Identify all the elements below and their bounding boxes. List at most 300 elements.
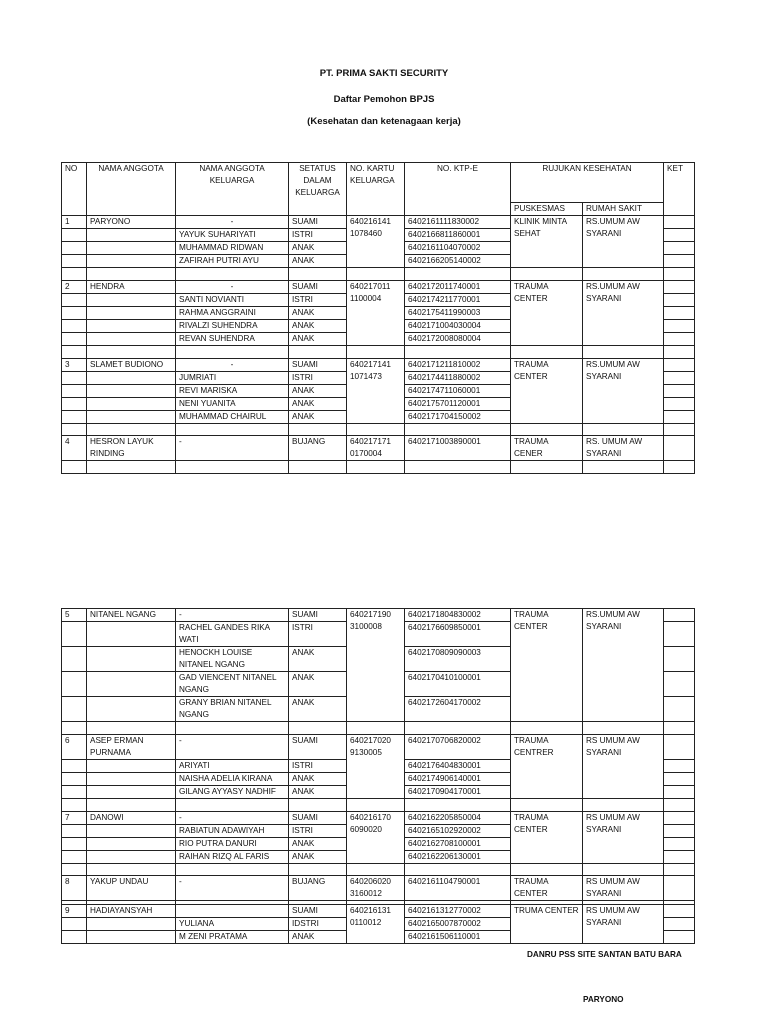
- empty-cell: [62, 863, 87, 876]
- applicant-table-page-1: [61, 162, 695, 474]
- empty-cell: [405, 722, 511, 735]
- header-nama-anggota: NAMA ANGGOTA: [87, 163, 176, 216]
- header-rumah-sakit: RUMAH SAKIT: [583, 203, 664, 216]
- family-status: ANAK: [289, 332, 347, 345]
- ktp-number: 6402176404830001: [405, 759, 511, 772]
- note-cell: [664, 358, 695, 371]
- note-cell: [664, 772, 695, 785]
- ktp-number: 6402161111830002: [405, 216, 511, 229]
- ktp-number: 6402165007870002: [405, 918, 511, 931]
- empty-cell: [62, 697, 87, 722]
- document-subtitle: (Kesehatan dan ketenagaan kerja): [307, 116, 461, 127]
- referral-puskesmas: TRAUMA CENTER: [511, 358, 583, 423]
- header-ktp: NO. KTP-E: [405, 163, 511, 216]
- empty-cell: [62, 423, 87, 436]
- applicant-table-page-2: [61, 608, 695, 944]
- note-cell: [664, 785, 695, 798]
- empty-cell: [583, 798, 664, 811]
- empty-cell: [664, 461, 695, 474]
- family-member-name: RAHMA ANGGRAINI: [176, 306, 289, 319]
- family-member-name: JUMRIATI: [176, 371, 289, 384]
- family-status: SUAMI: [289, 216, 347, 229]
- family-card-number: 640216141 1078460: [347, 216, 405, 268]
- family-status: ANAK: [289, 410, 347, 423]
- empty-cell: [664, 268, 695, 281]
- empty-cell: [87, 345, 176, 358]
- family-status: ANAK: [289, 384, 347, 397]
- ktp-number: 6402170809090003: [405, 647, 511, 672]
- note-cell: [664, 734, 695, 759]
- empty-cell: [87, 697, 176, 722]
- referral-puskesmas: KLINIK MINTA SEHAT: [511, 216, 583, 268]
- empty-cell: [87, 759, 176, 772]
- header-rujukan: RUJUKAN KESEHATAN: [511, 163, 664, 203]
- ktp-number: 6402174906140001: [405, 772, 511, 785]
- note-cell: [664, 332, 695, 345]
- family-member-name: -: [176, 734, 289, 759]
- empty-cell: [583, 345, 664, 358]
- family-card-number: 640217011 1100004: [347, 280, 405, 345]
- family-member-name: RABIATUN ADAWIYAH: [176, 824, 289, 837]
- empty-cell: [62, 397, 87, 410]
- family-status: SUAMI: [289, 609, 347, 622]
- member-number: 3: [62, 358, 87, 371]
- note-cell: [664, 371, 695, 384]
- family-member-name: GRANY BRIAN NITANEL NGANG: [176, 697, 289, 722]
- empty-cell: [87, 850, 176, 863]
- empty-cell: [62, 931, 87, 944]
- company-name: PT. PRIMA SAKTI SECURITY: [319, 68, 449, 79]
- member-number: 7: [62, 811, 87, 824]
- empty-cell: [176, 423, 289, 436]
- family-status: ISTRI: [289, 622, 347, 647]
- member-name: ASEP ERMAN PURNAMA: [87, 734, 176, 759]
- family-status: ISTRI: [289, 371, 347, 384]
- empty-cell: [62, 850, 87, 863]
- referral-puskesmas: TRAUMA CENTRER: [511, 734, 583, 798]
- empty-cell: [176, 863, 289, 876]
- family-status: SUAMI: [289, 358, 347, 371]
- empty-cell: [176, 268, 289, 281]
- empty-cell: [87, 371, 176, 384]
- empty-cell: [87, 824, 176, 837]
- note-cell: [664, 811, 695, 824]
- ktp-number: 6402175411990003: [405, 306, 511, 319]
- note-cell: [664, 306, 695, 319]
- family-member-name: NAISHA ADELIA KIRANA: [176, 772, 289, 785]
- family-member-name: GAD VIENCENT NITANEL NGANG: [176, 672, 289, 697]
- family-status: ANAK: [289, 255, 347, 268]
- member-number: 6: [62, 734, 87, 759]
- empty-cell: [62, 242, 87, 255]
- member-name: PARYONO: [87, 216, 176, 229]
- table-row: [62, 905, 695, 918]
- note-cell: [664, 216, 695, 229]
- member-name: HENDRA: [87, 280, 176, 293]
- member-name: DANOWI: [87, 811, 176, 824]
- ktp-number: 6402171804830002: [405, 609, 511, 622]
- empty-cell: [87, 772, 176, 785]
- family-status: ANAK: [289, 850, 347, 863]
- family-member-name: YULIANA: [176, 918, 289, 931]
- family-status: SUAMI: [289, 905, 347, 918]
- referral-hospital: RS.UMUM AW SYARANI: [583, 609, 664, 722]
- header-status: SETATUS DALAM KELUARGA: [289, 163, 347, 216]
- empty-cell: [87, 647, 176, 672]
- signature-name: PARYONO: [583, 995, 624, 1004]
- family-member-name: MUHAMMAD CHAIRUL: [176, 410, 289, 423]
- referral-hospital: RS UMUM AW SYARANI: [583, 876, 664, 901]
- empty-cell: [511, 423, 583, 436]
- ktp-number: 6402165102920002: [405, 824, 511, 837]
- referral-puskesmas: TRAUMA CENTER: [511, 280, 583, 345]
- empty-cell: [511, 798, 583, 811]
- note-cell: [664, 436, 695, 461]
- empty-cell: [583, 423, 664, 436]
- empty-cell: [583, 863, 664, 876]
- table-header-row: [62, 163, 695, 203]
- note-cell: [664, 824, 695, 837]
- family-member-name: -: [176, 216, 289, 229]
- family-member-name: HENOCKH LOUISE NITANEL NGANG: [176, 647, 289, 672]
- family-member-name: RIO PUTRA DANURI: [176, 837, 289, 850]
- empty-cell: [583, 268, 664, 281]
- empty-cell: [87, 622, 176, 647]
- family-member-name: M ZENI PRATAMA: [176, 931, 289, 944]
- member-name: YAKUP UNDAU: [87, 876, 176, 901]
- family-card-number: 640217141 1071473: [347, 358, 405, 423]
- spacer-row: [62, 423, 695, 436]
- empty-cell: [511, 268, 583, 281]
- note-cell: [664, 609, 695, 622]
- referral-hospital: RS.UMUM AW SYARANI: [583, 358, 664, 423]
- header-kartu-keluarga: NO. KARTU KELUARGA: [347, 163, 405, 216]
- empty-cell: [87, 672, 176, 697]
- member-name: NITANEL NGANG: [87, 609, 176, 622]
- empty-cell: [347, 798, 405, 811]
- ktp-number: 6402161312770002: [405, 905, 511, 918]
- empty-cell: [87, 461, 176, 474]
- empty-cell: [62, 268, 87, 281]
- note-cell: [664, 672, 695, 697]
- table-row: [62, 609, 695, 622]
- empty-cell: [347, 345, 405, 358]
- family-status: SUAMI: [289, 280, 347, 293]
- empty-cell: [664, 863, 695, 876]
- signature-role: DANRU PSS SITE SANTAN BATU BARA: [527, 950, 682, 959]
- note-cell: [664, 255, 695, 268]
- family-card-number: 640216131 0110012: [347, 905, 405, 944]
- document-title: Daftar Pemohon BPJS: [333, 94, 435, 105]
- family-status: ANAK: [289, 397, 347, 410]
- ktp-number: 6402171004030004: [405, 319, 511, 332]
- empty-cell: [289, 423, 347, 436]
- empty-cell: [87, 319, 176, 332]
- empty-cell: [62, 672, 87, 697]
- empty-cell: [176, 722, 289, 735]
- empty-cell: [664, 345, 695, 358]
- member-name: HESRON LAYUK RINDING: [87, 436, 176, 461]
- note-cell: [664, 876, 695, 901]
- empty-cell: [87, 423, 176, 436]
- family-member-name: ZAFIRAH PUTRI AYU: [176, 255, 289, 268]
- family-member-name: -: [176, 876, 289, 901]
- note-cell: [664, 410, 695, 423]
- empty-cell: [405, 345, 511, 358]
- ktp-number: 6402172008080004: [405, 332, 511, 345]
- table-row: [62, 280, 695, 293]
- empty-cell: [405, 798, 511, 811]
- ktp-number: 6402171704150002: [405, 410, 511, 423]
- note-cell: [664, 280, 695, 293]
- referral-hospital: RS.UMUM AW SYARANI: [583, 280, 664, 345]
- empty-cell: [62, 918, 87, 931]
- family-status: ANAK: [289, 697, 347, 722]
- note-cell: [664, 397, 695, 410]
- member-number: 9: [62, 905, 87, 918]
- empty-cell: [176, 461, 289, 474]
- empty-cell: [62, 319, 87, 332]
- empty-cell: [511, 722, 583, 735]
- empty-cell: [87, 863, 176, 876]
- note-cell: [664, 759, 695, 772]
- note-cell: [664, 229, 695, 242]
- empty-cell: [62, 798, 87, 811]
- empty-cell: [62, 384, 87, 397]
- family-status: BUJANG: [289, 436, 347, 461]
- family-status: IDSTRI: [289, 918, 347, 931]
- empty-cell: [87, 931, 176, 944]
- referral-hospital: RS UMUM AW SYARANI: [583, 811, 664, 863]
- family-member-name: -: [176, 609, 289, 622]
- family-status: ANAK: [289, 931, 347, 944]
- table-row: [62, 358, 695, 371]
- ktp-number: 6402162206130001: [405, 850, 511, 863]
- family-member-name: RACHEL GANDES RIKA WATI: [176, 622, 289, 647]
- empty-cell: [289, 863, 347, 876]
- table-row: [62, 436, 695, 461]
- member-name: SLAMET BUDIONO: [87, 358, 176, 371]
- empty-cell: [289, 345, 347, 358]
- family-card-number: 640216170 6090020: [347, 811, 405, 863]
- family-member-name: -: [176, 358, 289, 371]
- ktp-number: 6402172604170002: [405, 697, 511, 722]
- empty-cell: [62, 345, 87, 358]
- spacer-row: [62, 268, 695, 281]
- ktp-number: 6402170706820002: [405, 734, 511, 759]
- referral-hospital: RS UMUM AW SYARANI: [583, 905, 664, 944]
- family-status: ANAK: [289, 319, 347, 332]
- family-member-name: YAYUK SUHARIYATI: [176, 229, 289, 242]
- spacer-row: [62, 798, 695, 811]
- note-cell: [664, 293, 695, 306]
- ktp-number: 6402174411880002: [405, 371, 511, 384]
- empty-cell: [511, 461, 583, 474]
- empty-cell: [289, 722, 347, 735]
- header-nama-keluarga: NAMA ANGGOTA KELUARGA: [176, 163, 289, 216]
- spacer-row: [62, 461, 695, 474]
- family-member-name: -: [176, 436, 289, 461]
- family-member-name: [176, 905, 289, 918]
- empty-cell: [87, 918, 176, 931]
- empty-cell: [62, 229, 87, 242]
- spacer-row: [62, 345, 695, 358]
- family-status: ISTRI: [289, 229, 347, 242]
- empty-cell: [87, 306, 176, 319]
- empty-cell: [664, 798, 695, 811]
- referral-puskesmas: TRAUMA CENTER: [511, 876, 583, 901]
- empty-cell: [176, 345, 289, 358]
- ktp-number: 6402161104790001: [405, 876, 511, 901]
- header-puskesmas: PUSKESMAS: [511, 203, 583, 216]
- family-status: ISTRI: [289, 759, 347, 772]
- member-number: 1: [62, 216, 87, 229]
- ktp-number: 6402172011740001: [405, 280, 511, 293]
- family-card-number: 640217171 0170004: [347, 436, 405, 461]
- spacer-row: [62, 863, 695, 876]
- empty-cell: [87, 242, 176, 255]
- member-name: HADIAYANSYAH: [87, 905, 176, 918]
- ktp-number: 6402166811860001: [405, 229, 511, 242]
- empty-cell: [347, 722, 405, 735]
- family-member-name: -: [176, 811, 289, 824]
- empty-cell: [87, 384, 176, 397]
- empty-cell: [87, 785, 176, 798]
- header-no: NO: [62, 163, 87, 216]
- empty-cell: [405, 461, 511, 474]
- empty-cell: [583, 722, 664, 735]
- ktp-number: 6402171211810002: [405, 358, 511, 371]
- empty-cell: [583, 461, 664, 474]
- family-member-name: SANTI NOVIANTI: [176, 293, 289, 306]
- ktp-number: 6402174711060001: [405, 384, 511, 397]
- empty-cell: [87, 255, 176, 268]
- family-member-name: ARIYATI: [176, 759, 289, 772]
- empty-cell: [87, 837, 176, 850]
- member-number: 2: [62, 280, 87, 293]
- empty-cell: [62, 622, 87, 647]
- family-status: ANAK: [289, 242, 347, 255]
- empty-cell: [62, 332, 87, 345]
- ktp-number: 6402176609850001: [405, 622, 511, 647]
- referral-puskesmas: TRUMA CENTER: [511, 905, 583, 944]
- table-row: [62, 216, 695, 229]
- empty-cell: [87, 798, 176, 811]
- member-number: 5: [62, 609, 87, 622]
- family-status: ANAK: [289, 772, 347, 785]
- empty-cell: [87, 268, 176, 281]
- family-card-number: 640206020 3160012: [347, 876, 405, 901]
- family-member-name: NENI YUANITA: [176, 397, 289, 410]
- empty-cell: [664, 423, 695, 436]
- empty-cell: [87, 397, 176, 410]
- note-cell: [664, 697, 695, 722]
- empty-cell: [289, 268, 347, 281]
- empty-cell: [405, 423, 511, 436]
- empty-cell: [62, 759, 87, 772]
- family-status: ISTRI: [289, 293, 347, 306]
- family-status: ANAK: [289, 785, 347, 798]
- empty-cell: [347, 268, 405, 281]
- empty-cell: [62, 461, 87, 474]
- referral-puskesmas: TRAUMA CENTER: [511, 609, 583, 722]
- empty-cell: [62, 255, 87, 268]
- empty-cell: [87, 229, 176, 242]
- family-member-name: REVI MARISKA: [176, 384, 289, 397]
- referral-hospital: RS UMUM AW SYARANI: [583, 734, 664, 798]
- ktp-number: 6402170904170001: [405, 785, 511, 798]
- note-cell: [664, 319, 695, 332]
- note-cell: [664, 647, 695, 672]
- empty-cell: [62, 293, 87, 306]
- empty-cell: [405, 863, 511, 876]
- family-card-number: 640217190 3100008: [347, 609, 405, 722]
- family-status: SUAMI: [289, 811, 347, 824]
- referral-hospital: RS.UMUM AW SYARANI: [583, 216, 664, 268]
- empty-cell: [62, 306, 87, 319]
- empty-cell: [511, 863, 583, 876]
- empty-cell: [87, 722, 176, 735]
- ktp-number: 6402175701120001: [405, 397, 511, 410]
- note-cell: [664, 622, 695, 647]
- note-cell: [664, 905, 695, 918]
- family-member-name: GILANG AYYASY NADHIF: [176, 785, 289, 798]
- empty-cell: [289, 461, 347, 474]
- family-member-name: RIVALZI SUHENDRA: [176, 319, 289, 332]
- empty-cell: [62, 722, 87, 735]
- empty-cell: [62, 837, 87, 850]
- family-status: ANAK: [289, 306, 347, 319]
- ktp-number: 6402162708100001: [405, 837, 511, 850]
- table-row: [62, 876, 695, 901]
- family-card-number: 640217020 9130005: [347, 734, 405, 798]
- empty-cell: [664, 722, 695, 735]
- spacer-row: [62, 722, 695, 735]
- empty-cell: [62, 410, 87, 423]
- ktp-number: 6402161506110001: [405, 931, 511, 944]
- family-status: ANAK: [289, 647, 347, 672]
- family-status: BUJANG: [289, 876, 347, 901]
- family-member-name: MUHAMMAD RIDWAN: [176, 242, 289, 255]
- note-cell: [664, 837, 695, 850]
- empty-cell: [62, 371, 87, 384]
- empty-cell: [87, 410, 176, 423]
- empty-cell: [62, 824, 87, 837]
- empty-cell: [62, 772, 87, 785]
- member-number: 4: [62, 436, 87, 461]
- family-member-name: -: [176, 280, 289, 293]
- empty-cell: [87, 332, 176, 345]
- empty-cell: [511, 345, 583, 358]
- family-member-name: REVAN SUHENDRA: [176, 332, 289, 345]
- member-number: 8: [62, 876, 87, 901]
- referral-puskesmas: TRAUMA CENTER: [511, 811, 583, 863]
- empty-cell: [347, 863, 405, 876]
- table-row: [62, 811, 695, 824]
- empty-cell: [87, 293, 176, 306]
- empty-cell: [347, 461, 405, 474]
- ktp-number: 6402166205140002: [405, 255, 511, 268]
- note-cell: [664, 850, 695, 863]
- ktp-number: 6402174211770001: [405, 293, 511, 306]
- empty-cell: [62, 647, 87, 672]
- empty-cell: [405, 268, 511, 281]
- header-ket: KET: [664, 163, 695, 216]
- note-cell: [664, 918, 695, 931]
- note-cell: [664, 242, 695, 255]
- empty-cell: [176, 798, 289, 811]
- referral-puskesmas: TRAUMA CENER: [511, 436, 583, 461]
